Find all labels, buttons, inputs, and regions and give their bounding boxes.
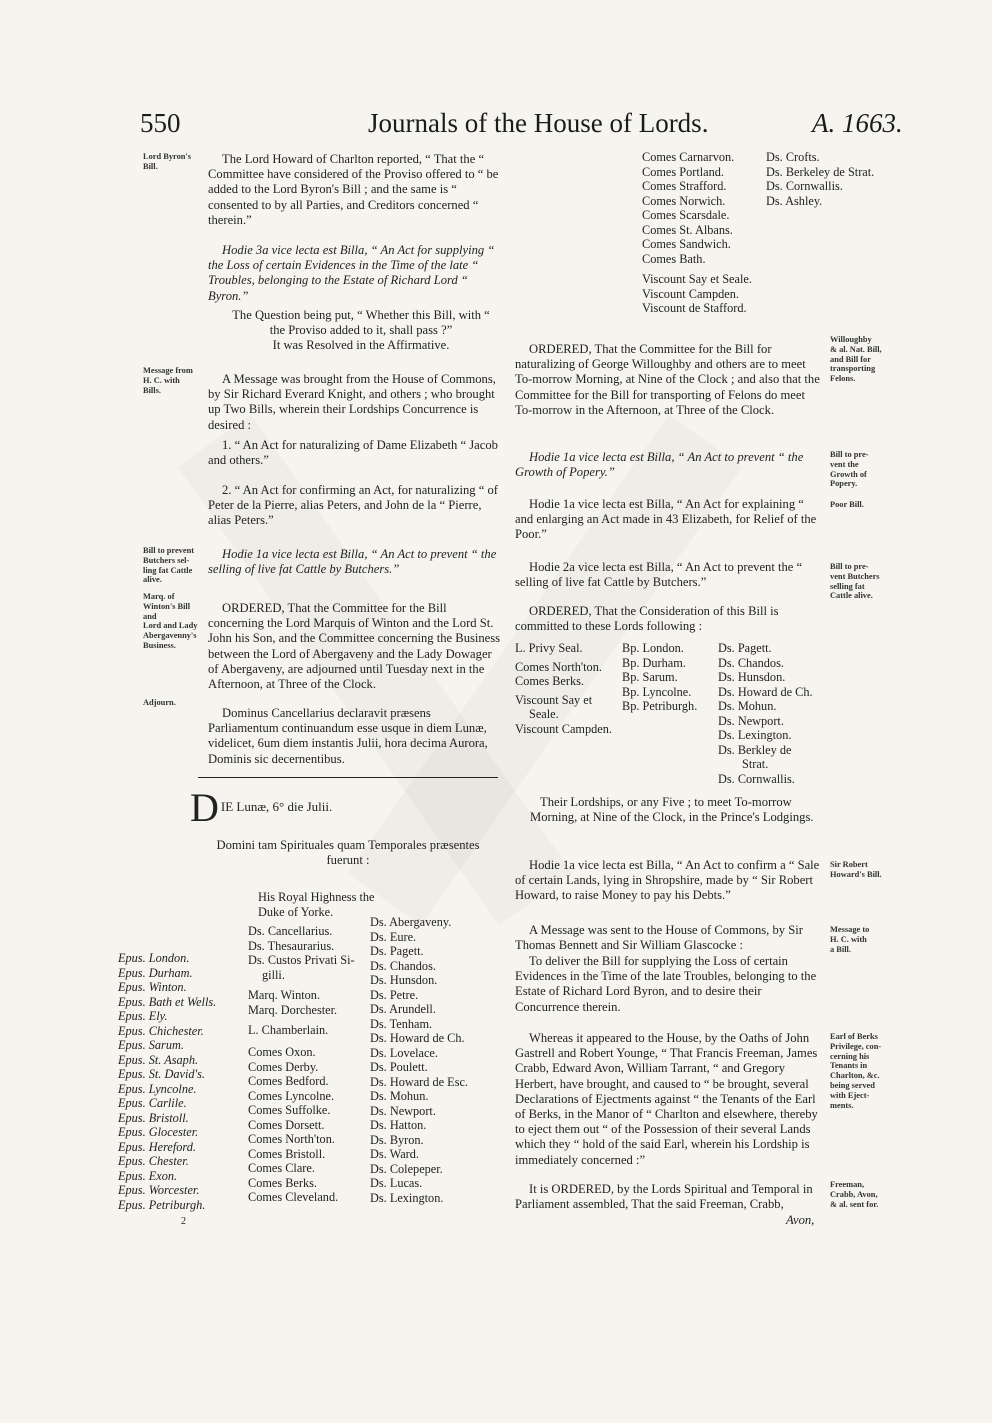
die-heading-text: IE Lunæ, 6° die Julii.: [220, 799, 333, 814]
bill-item-2: 2. “ An Act for confirming an Act, for naturalizing “ of Peter de la Pierre, alias Peters, and John de la “ Pierre, alias Peters.”: [208, 483, 498, 528]
list-item: Ds. Howard de Esc.: [370, 1074, 469, 1089]
list-item: Epus. Bristoll.: [118, 1110, 189, 1125]
paragraph-butchers-bill: Hodie 1a vice lecta est Billa, “ An Act to prevent “ the selling of live fat Cattle by Butchers.”: [208, 547, 497, 577]
paragraph-willoughby: ORDERED, That the Committee for the Bill for naturalizing of George Willoughby and others are to meet To-morrow Morning, at Nine of the Clock ; and also that the Committee for the Bill for transporting of Felons do meet To-morrow in the Afternoon, at Three of the Clock.: [515, 342, 820, 417]
paragraph-poor-bill: Hodie 1a vice lecta est Billa, “ An Act for explaining “ and enlarging an Act made in 43 Elizabeth, for Relief of the Poor.”: [515, 497, 817, 542]
list-item: Ds. Hunsdon.: [718, 670, 786, 684]
list-item: Comes Bristoll.: [248, 1146, 326, 1161]
margin-note-adjourn: Adjourn.: [143, 698, 176, 707]
list-item: Comes Oxon.: [248, 1045, 316, 1059]
list-item: Comes Clare.: [248, 1161, 315, 1175]
list-item: Comes St. Albans.: [642, 222, 733, 237]
list-item: Ds. Chandos.: [370, 958, 436, 973]
list-item: Epus. Sarum.: [118, 1038, 184, 1052]
paragraph-message-from-hc: A Message was brought from the House of Commons, by Sir Richard Everard Knight, and others ; who brought up Two Bills, wherein their Lordships Concurrence is desired :: [208, 372, 496, 432]
list-item: Ds. Arundell.: [370, 1002, 436, 1016]
list-item: L. Privy Seal.: [515, 641, 583, 655]
list-item: Comes Bedford.: [248, 1074, 329, 1088]
list-item: Ds. Lovelace.: [370, 1045, 438, 1060]
list-item: Ds. Thesaurarius.: [248, 938, 335, 953]
lordships-meeting: Their Lordships, or any Five ; to meet To-morrow Morning, at Nine of the Clock, in the Prince's Lodgings.: [530, 795, 814, 825]
signature-mark: 2: [181, 1216, 186, 1227]
paragraph-deliver: To deliver the Bill for supplying the Loss of certain Evidences in the Time of the late Troubles, belonging to the Estate of Richard Lord Byron, and to desire their Concurrence therein.: [515, 954, 817, 1014]
list-item: Strat.: [742, 757, 769, 771]
list-item: Comes North'ton.: [248, 1132, 335, 1146]
paragraph-message-to-hc: A Message was sent to the House of Commons, by Sir Thomas Bennett and Sir William Glascocke :: [515, 923, 803, 953]
list-item: Ds. Hatton.: [370, 1118, 427, 1132]
catchword: Avon,: [786, 1213, 815, 1227]
list-item: Ds. Lexington.: [718, 728, 792, 742]
list-item: Viscount de Stafford.: [642, 301, 747, 315]
list-item: Bp. London.: [622, 641, 684, 655]
list-item: Epus. Exon.: [118, 1168, 178, 1183]
list-item: Ds. Pagett.: [370, 944, 424, 958]
paragraph-whereas: Whereas it appeared to the House, by the Oaths of John Gastrell and Robert Younge, “ That Francis Freeman, James Crabb, Edward Avon, William Tarrant, “ and Gregory Herbert, have brought, and caused to “ be brought, several Declarations of Ejectments against “ the Tenants of the Earl of Berks, in the Manor of “ Charlton and elsewhere, thereby to eject them out “ of the Possession of their several Lands which they “ hold of the said Earl, wherein his Lordship is immediately concerned :”: [515, 1031, 818, 1167]
list-item: Ds. Mohun.: [718, 699, 777, 713]
list-item: Ds. Chandos.: [718, 655, 784, 670]
list-item: Bp. Petriburgh.: [622, 699, 698, 713]
list-item: Comes Bath.: [642, 251, 706, 266]
right-viscounts-list: [642, 272, 752, 316]
list-item: Epus. Worcester.: [118, 1183, 200, 1197]
list-item: Bp. Durham.: [622, 655, 686, 670]
margin-note-message-to-hc: Message to H. C. with a Bill.: [830, 925, 870, 954]
list-item: Comes Sandwich.: [642, 237, 731, 251]
paragraph-adjourn: Dominus Cancellarius declaravit præsens Parliamentum continuandum esse usque in diem Lunæ, videlicet, 6um diem instantis Julii, hora decima Aurora, Dominis sic decernentibus.: [208, 706, 488, 766]
margin-note-howard: Sir Robert Howard's Bill.: [830, 860, 882, 879]
bishops-list: [118, 951, 216, 1212]
list-item: gilli.: [262, 967, 285, 982]
list-item: Epus. St. David's.: [118, 1067, 205, 1081]
list-item: Ds. Hunsdon.: [370, 973, 438, 987]
margin-note-butchers: Bill to prevent Butchers sel- ling fat Cattle alive.: [143, 546, 195, 585]
list-item: Epus. Durham.: [118, 965, 193, 980]
list-item: Ds. Mohun.: [370, 1089, 429, 1103]
list-item: Comes Derby.: [248, 1059, 319, 1074]
list-item: Comes Norwich.: [642, 193, 726, 208]
margin-note-popery: Bill to pre- vent the Growth of Popery.: [830, 450, 869, 489]
section-divider: [198, 777, 498, 778]
list-item: Epus. Winton.: [118, 980, 187, 994]
list-item: Comes North'ton.: [515, 659, 602, 674]
right-earls-list: [642, 150, 734, 266]
list-item: Ds. Eure.: [370, 929, 417, 944]
list-item: Ds. Howard de Ch.: [370, 1031, 465, 1045]
list-item: Ds. Petre.: [370, 987, 419, 1002]
paragraph-hodie-3a: Hodie 3a vice lecta est Billa, “ An Act for supplying “ the Loss of certain Evidences in the Time of the late “ Troubles, belonging to the Estate of Richard Lord “ Byron.”: [208, 243, 495, 303]
year: A. 1663.: [812, 108, 903, 138]
paragraph-cattle-second: Hodie 2a vice lecta est Billa, “ An Act to prevent the “ selling of live fat Cattle by Butchers.”: [515, 560, 803, 590]
list-item: Comes Dorsett.: [248, 1117, 325, 1132]
committee-list-3: [718, 641, 813, 786]
list-item: Comes Berks.: [248, 1175, 317, 1190]
list-item: Comes Cleveland.: [248, 1190, 339, 1204]
list-item: Bp. Sarum.: [622, 670, 678, 684]
right-barons-list: [766, 150, 874, 208]
committee-list-2: [622, 641, 697, 714]
list-item: Epus. Ely.: [118, 1009, 168, 1023]
margin-note-byron: Lord Byron's Bill.: [143, 152, 192, 171]
list-item: L. Chamberlain.: [248, 1023, 329, 1037]
list-item: Epus. Lyncolne.: [118, 1081, 197, 1096]
list-item: Epus. Chester.: [118, 1154, 189, 1168]
list-item: Epus. Carlile.: [118, 1096, 187, 1110]
paragraph-ordered-committee: ORDERED, That the Committee for the Bill concerning the Lord Marquis of Winton and the Lord St. John his Son, and the Committee concerning the Business between the Lord of Abergaveny and the Lady Dowager of Abergaveny, are adjourned until Tuesday next in the Afternoon, at Three of the Clock.: [208, 601, 501, 692]
margin-note-cattle: Bill to pre- vent Butchers selling fat Cattle alive.: [830, 562, 880, 601]
list-item: Comes Strafford.: [642, 179, 727, 193]
list-item: Ds. Crofts.: [766, 150, 820, 164]
question-put: The Question being put, “ Whether this Bill, with “ the Proviso added to it, shall pass ?” It was Resolved in the Affirmative.: [232, 308, 490, 353]
margin-note-message-from-hc: Message from H. C. with Bills.: [143, 366, 193, 395]
list-item: Viscount Say et Seale.: [642, 272, 752, 286]
barons-list: [370, 915, 468, 1205]
list-item: Epus. Petriburgh.: [118, 1197, 206, 1212]
margin-note-poor: Poor Bill.: [830, 500, 864, 509]
paragraph-consideration: ORDERED, That the Consideration of this Bill is committed to these Lords following :: [515, 604, 779, 634]
list-item: Epus. Bath et Wells.: [118, 994, 217, 1009]
list-item: Ds. Colepeper.: [370, 1161, 443, 1176]
margin-note-berks: Earl of Berks Privilege, con- cerning his Tenants in Charlton, &c. being served with Eject- ments.: [830, 1032, 882, 1110]
list-item: Ds. Byron.: [370, 1132, 424, 1147]
margin-note-willoughby: Willoughby & al. Nat. Bill, and Bill for transporting Felons.: [830, 335, 882, 384]
list-item: Epus. Hereford.: [118, 1139, 196, 1154]
domini-present: Domini tam Spirituales quam Temporales præsentes fuerunt :: [216, 838, 480, 868]
list-item: Ds. Howard de Ch.: [718, 684, 813, 699]
paragraph-popery: Hodie 1a vice lecta est Billa, “ An Act to prevent “ the Growth of Popery.”: [515, 450, 804, 480]
paragraph-byron-report: The Lord Howard of Charlton reported, “ That the “ Committee have considered of the Proviso offered to “ be added to the Lord Byron's Bill ; and the same is “ consented to by all Parties, and Creditors concerned “ therein.”: [208, 152, 499, 227]
die-heading: [190, 785, 490, 830]
committee-list-1: [515, 641, 612, 736]
list-item: Ds. Lexington.: [370, 1190, 444, 1205]
paragraph-final-order: It is ORDERED, by the Lords Spiritual and Temporal in Parliament assembled, That the said Freeman, Crabb,: [515, 1182, 813, 1212]
drop-cap: D: [190, 785, 219, 830]
running-title: Journals of the House of Lords.: [368, 108, 709, 138]
list-item: Ds. Tenham.: [370, 1016, 433, 1031]
list-item: Ds. Berkley de: [718, 742, 792, 757]
list-item: Comes Carnarvon.: [642, 150, 735, 164]
list-item: Ds. Cornwallis.: [766, 179, 843, 193]
bill-item-1: 1. “ An Act for naturalizing of Dame Elizabeth “ Jacob and others.”: [208, 438, 498, 468]
list-item: Ds. Cornwallis.: [718, 771, 795, 786]
margin-note-winton: Marq. of Winton's Bill and Lord and Lady Abergavenny's Business.: [143, 592, 198, 650]
list-item: Epus. St. Asaph.: [118, 1052, 199, 1067]
list-item: Marq. Winton.: [248, 988, 321, 1002]
page-number: 550: [140, 108, 181, 138]
list-item: Ds. Berkeley de Strat.: [766, 164, 875, 179]
list-item: Ds. Newport.: [370, 1103, 436, 1118]
list-item: Comes Suffolke.: [248, 1103, 331, 1117]
paragraph-howard-bill: Hodie 1a vice lecta est Billa, “ An Act to confirm a “ Sale of certain Lands, lying in Shropshire, made by “ Sir Robert Howard, to raise Money to pay his Debts.”: [515, 858, 820, 903]
list-item: Ds. Ashley.: [766, 193, 823, 208]
list-item: Epus. Glocester.: [118, 1125, 199, 1139]
royal-highness: His Royal Highness the Duke of Yorke.: [258, 890, 375, 919]
list-item: Ds. Cancellarius.: [248, 924, 333, 938]
list-item: Comes Berks.: [515, 674, 584, 688]
list-item: Ds. Lucas.: [370, 1176, 423, 1190]
list-item: Bp. Lyncolne.: [622, 684, 692, 699]
list-item: Ds. Newport.: [718, 713, 784, 728]
list-item: Viscount Campden.: [642, 286, 739, 301]
list-item: Comes Portland.: [642, 164, 724, 179]
list-item: Ds. Poulett.: [370, 1060, 428, 1074]
list-item: Seale.: [529, 707, 559, 721]
list-item: Ds. Ward.: [370, 1147, 419, 1161]
list-item: Comes Scarsdale.: [642, 208, 730, 222]
list-item: Viscount Campden.: [515, 721, 612, 736]
officers-list: [248, 924, 355, 1038]
list-item: Epus. Chichester.: [118, 1023, 204, 1038]
list-item: Marq. Dorchester.: [248, 1002, 338, 1017]
list-item: Ds. Abergaveny.: [370, 915, 452, 929]
list-item: Epus. London.: [118, 951, 190, 965]
list-item: Ds. Pagett.: [718, 641, 772, 655]
earls-list: [248, 1045, 338, 1205]
list-item: Ds. Custos Privati Si-: [248, 953, 355, 967]
list-item: Viscount Say et: [515, 692, 593, 707]
margin-note-freeman: Freeman, Crabb, Avon, & al. sent for.: [830, 1180, 879, 1209]
list-item: Comes Lyncolne.: [248, 1088, 335, 1103]
